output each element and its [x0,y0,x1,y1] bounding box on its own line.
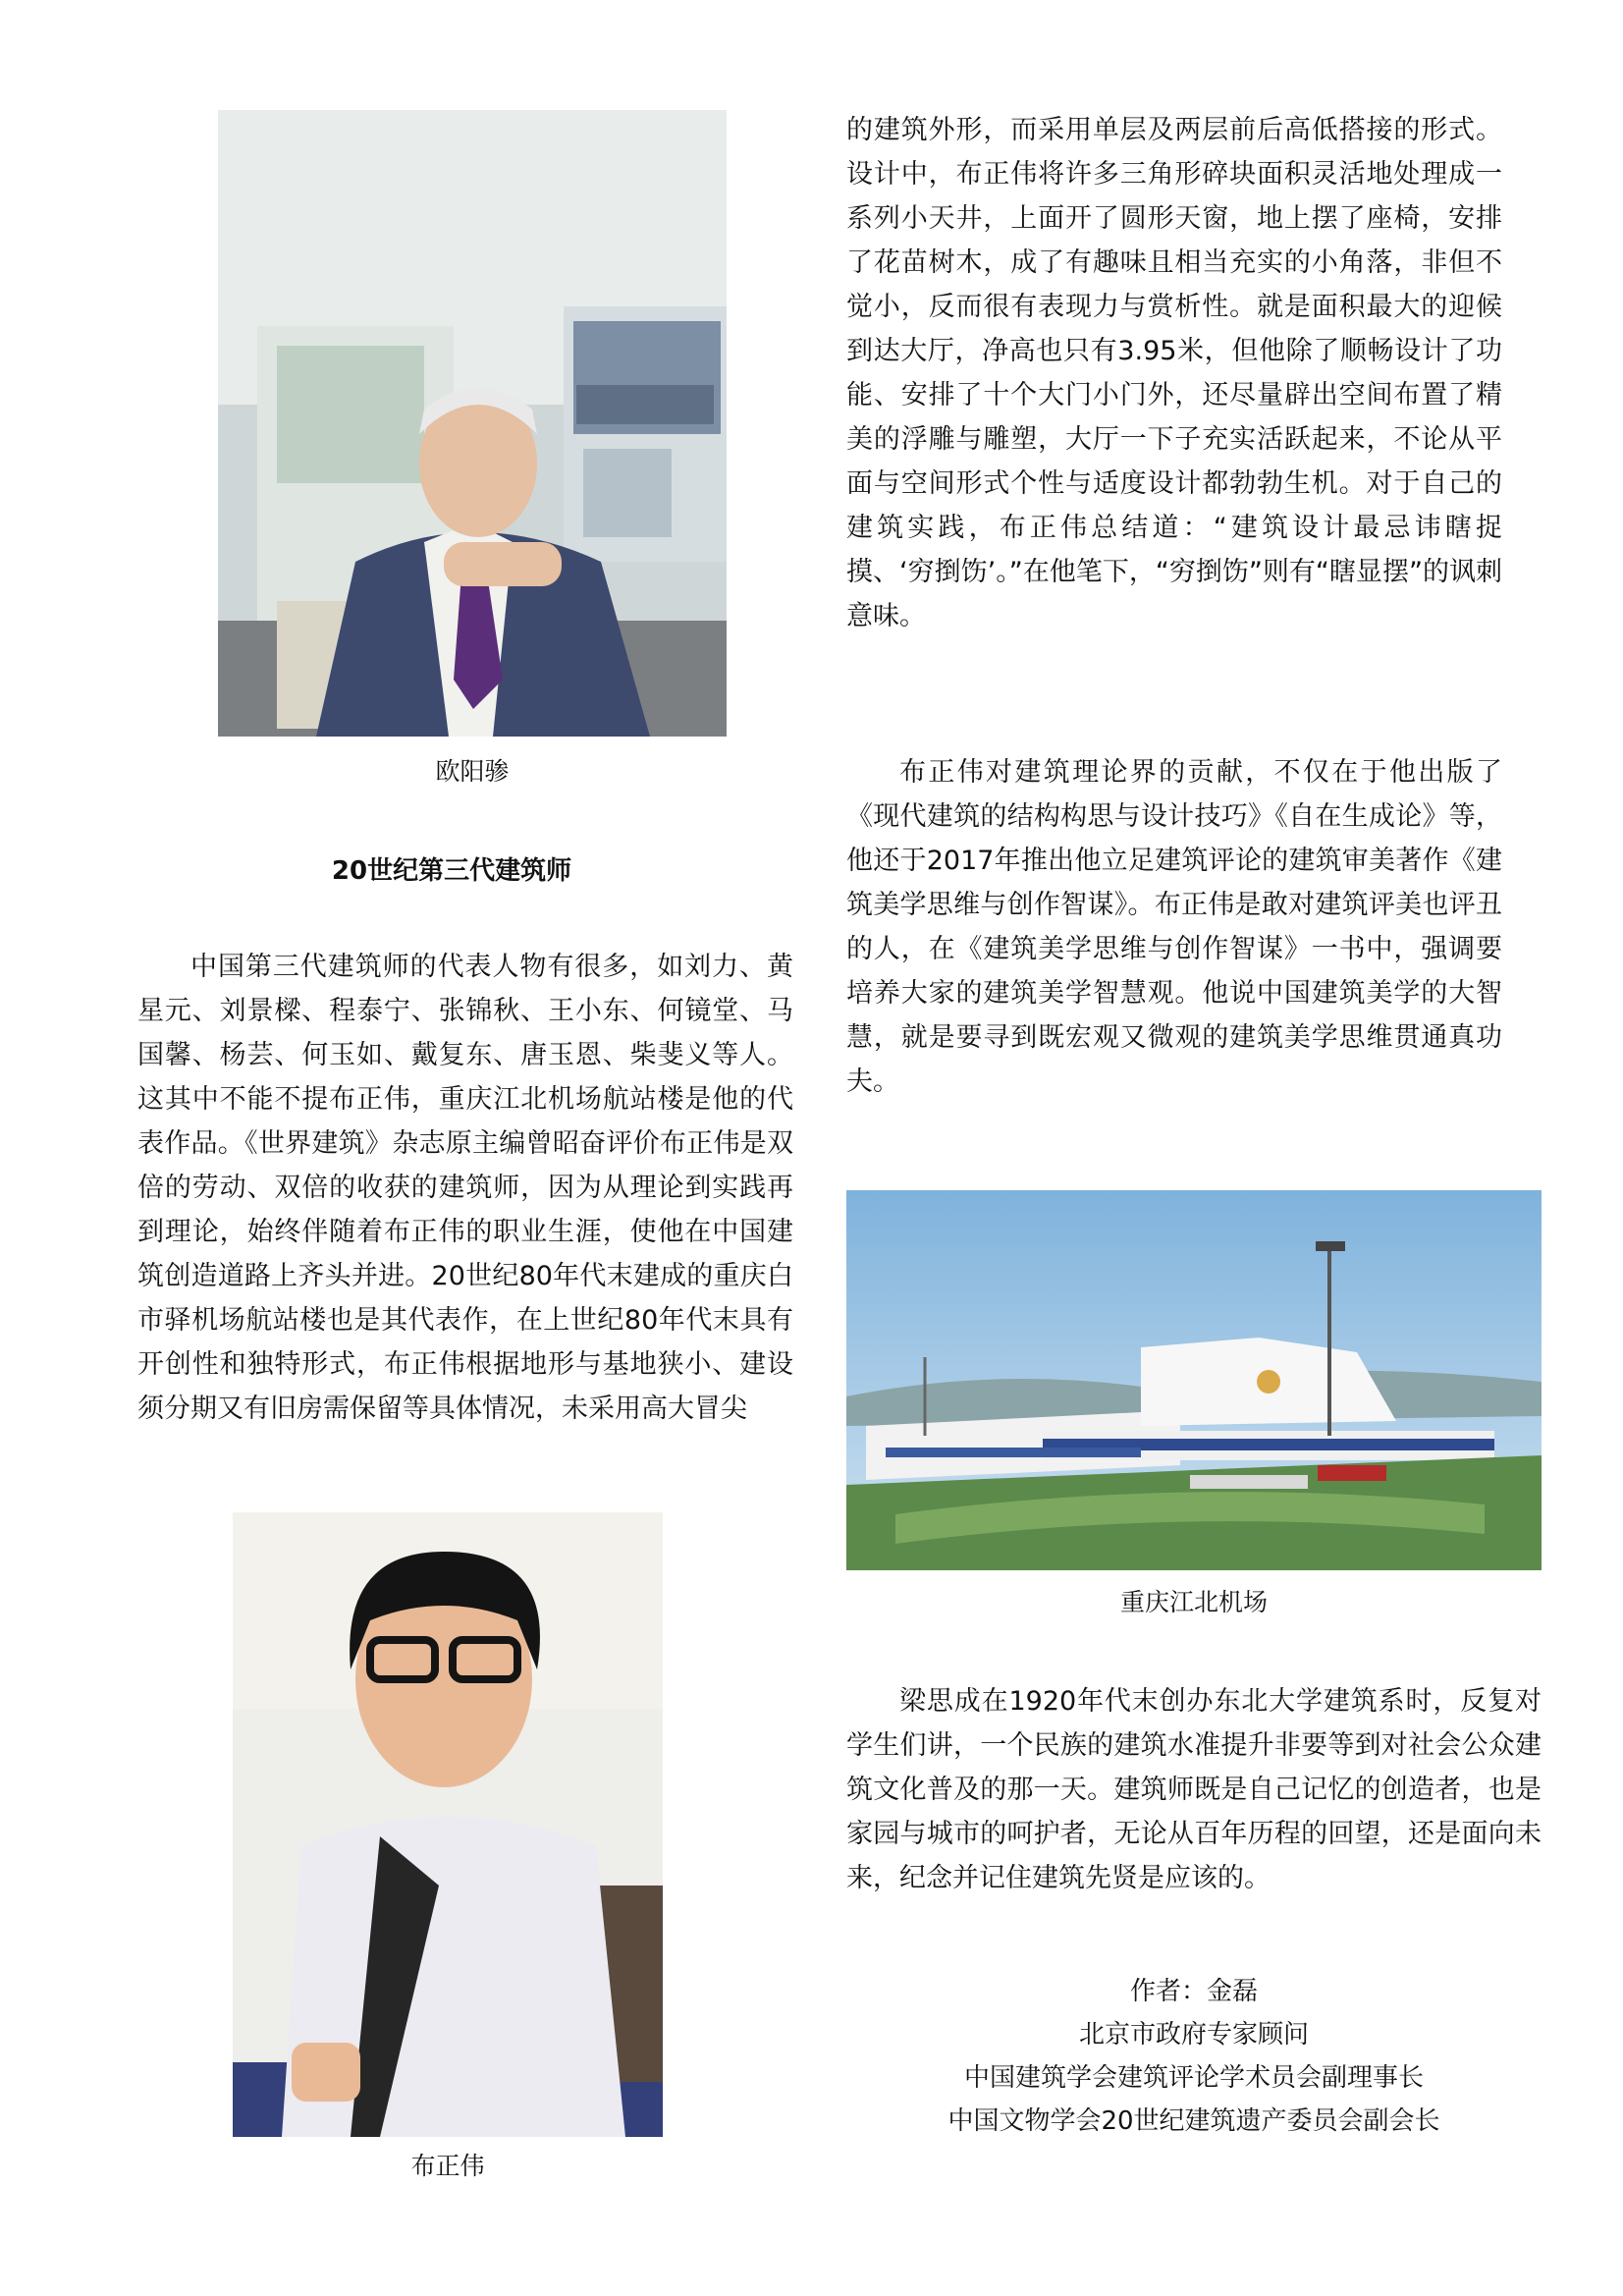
right-paragraph-3-text: 梁思成在1920年代末创办东北大学建筑系时，反复对学生们讲，一个民族的建筑水准提升非要等到对社会公众建筑文化普及的那一天。建筑师既是自己记忆的创造者，也是家园与城市的呵护者，无论从百年历程的回望，还是面向未来，纪念并记住建筑先贤是应该的。 [846,1686,1542,1893]
author-title-2: 中国建筑学会建筑评论学术员会副理事长 [963,2063,1424,2093]
portrait-ouyang-can [218,110,727,737]
author-name: 作者：金磊 [1129,1977,1258,2006]
photo-chongqing-jiangbei-airport [846,1190,1542,1570]
left-paragraph-text: 中国第三代建筑师的代表人物有很多，如刘力、黄星元、刘景樑、程泰宁、张锦秋、王小东、何镜堂、马国馨、杨芸、何玉如、戴复东、唐玉恩、柴斐义等人。这其中不能不提布正伟，重庆江北机场航站楼是他的代表作品。《世界建筑》杂志原主编曾昭奋评价布正伟是双倍的劳动、双倍的收获的建筑师，因为从理论到实践再到理论，始终伴随着布正伟的职业生涯，使他在中国建筑创造道路上齐头并进。20世纪80年代末建成的重庆白市驿机场航站楼也是其代表作，在上世纪80年代末具有开创性和独特形式，布正伟根据地形与基地狭小、建设须分期又有旧房需保留等具体情况，未采用高大冒尖 [137,952,793,1424]
author-title-1: 北京市政府专家顾问 [1078,2020,1309,2050]
author-title-3: 中国文物学会20世纪建筑遗产委员会副会长 [947,2106,1440,2136]
section-heading: 20世纪第三代建筑师 [331,856,572,886]
right-paragraph-2 [846,750,1502,1104]
photo-caption-bu-zhengwei: 布正伟 [410,2152,485,2180]
right-paragraph-3 [846,1679,1542,1900]
right-paragraph-1-text: 的建筑外形，而采用单层及两层前后高低搭接的形式。设计中，布正伟将许多三角形碎块面积灵活地处理成一系列小天井，上面开了圆形天窗，地上摆了座椅，安排了花苗树木，成了有趣味且相当充实的小角落，非但不觉小，反而很有表现力与赏析性。就是面积最大的迎候到达大厅，净高也只有3.95米，但他除了顺畅设计了功能、安排了十个大门小门外，还尽量辟出空间布置了精美的浮雕与雕塑，大厅一下子充实活跃起来，不论从平面与空间形式个性与适度设计都勃勃生机。对于自己的建筑实践，布正伟总结道：“建筑设计最忌讳瞎捉摸、‘穷捯饬’。”在他笔下，“穷捯饬”则有“瞎显摆”的讽刺意味。 [846,115,1502,631]
photo-caption-airport: 重庆江北机场 [1119,1588,1268,1616]
photo-caption-ouyang-can: 欧阳骖 [435,757,510,786]
right-paragraph-1 [846,108,1502,638]
left-paragraph [137,945,793,1431]
right-paragraph-2-text: 布正伟对建筑理论界的贡献，不仅在于他出版了《现代建筑的结构构思与设计技巧》《自在生成论》等，他还于2017年推出他立足建筑评论的建筑审美著作《建筑美学思维与创作智谋》。布正伟是敢对建筑评美也评丑的人，在《建筑美学思维与创作智谋》一书中，强调要培养大家的建筑美学智慧观。他说中国建筑美学的大智慧，就是要寻到既宏观又微观的建筑美学思维贯通真功夫。 [846,757,1502,1097]
author-credits [846,1970,1542,2143]
portrait-bu-zhengwei [233,1512,663,2137]
